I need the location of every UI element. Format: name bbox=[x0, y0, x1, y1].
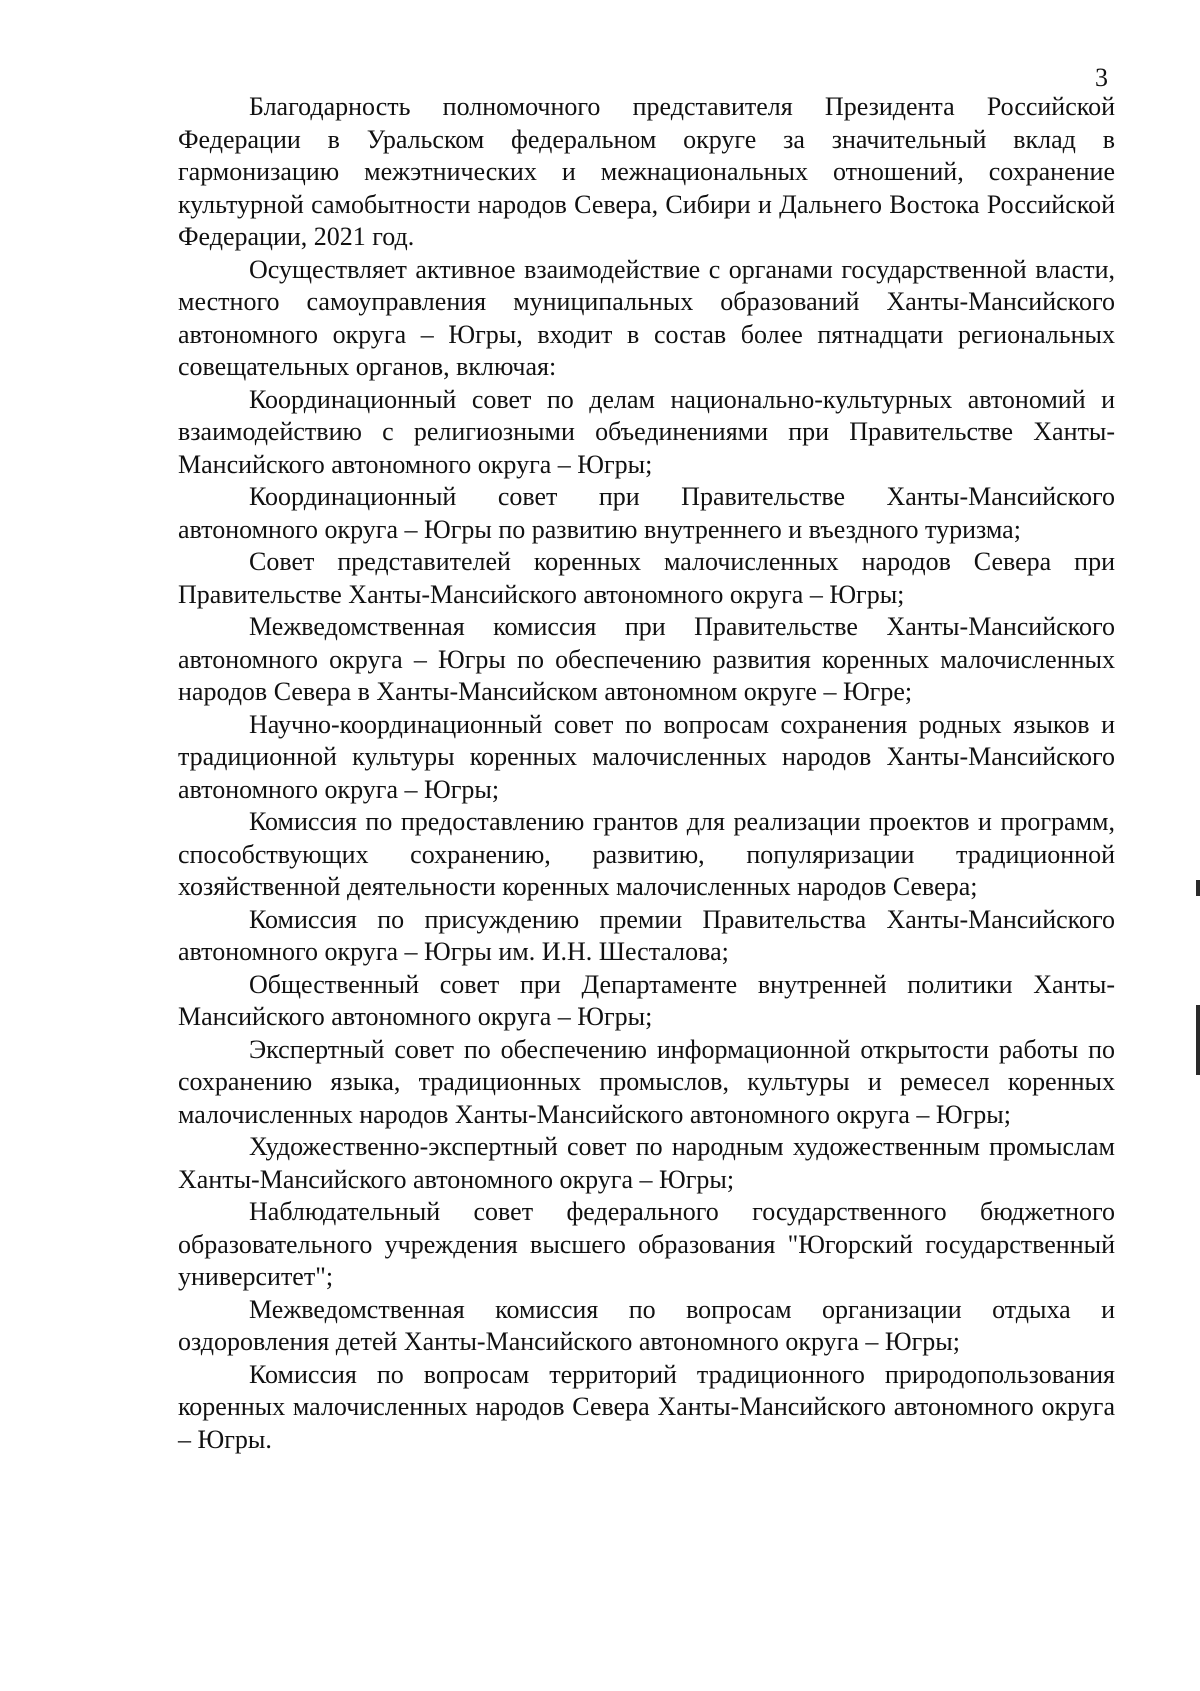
paragraph-children-recreation-commission: Межведомственная комиссия по вопросам организации отдыха и оздоровления детей Ханты-Мансийского автономного округа – Югры; bbox=[178, 1294, 1115, 1356]
paragraph-supervisory-board: Наблюдательный совет федерального государственного бюджетного образовательного учреждения высшего образования "Югорский государственный университет"; bbox=[178, 1197, 1115, 1291]
paragraph-award: Благодарность полномочного представителя Президента Российской Федерации в Уральском федеральном округе за значительный вклад в гармонизацию межэтнических и межнациональных отношений, сохранение культурной самобытности народов Севера, Сибири и Дальнего Востока Российской Федерации, 2021 год. bbox=[178, 92, 1115, 251]
paragraph-representatives-council: Совет представителей коренных малочисленных народов Севера при Правительстве Ханты-Мансийского автономного округа – Югры; bbox=[178, 547, 1115, 609]
paragraph-interdepartmental-commission-development: Межведомственная комиссия при Правительстве Ханты-Мансийского автономного округа – Югры по обеспечению развития коренных малочисленных народов Севера в Ханты-Мансийском автономном округе – Югре; bbox=[178, 612, 1115, 706]
paragraph-interaction: Осуществляет активное взаимодействие с органами государственной власти, местного самоуправления муниципальных образований Ханты-Мансийского автономного округа – Югры, входит в состав более пятнадцати региональных совещательных органов, включая: bbox=[178, 254, 1115, 381]
paragraph-territories-commission: Комиссия по вопросам территорий традиционного природопользования коренных малочисленных народов Севера Ханты-Мансийского автономного округа – Югры. bbox=[178, 1359, 1115, 1454]
paragraph-scientific-council-languages: Научно-координационный совет по вопросам сохранения родных языков и традиционной культуры коренных малочисленных народов Ханты-Мансийского автономного округа – Югры; bbox=[178, 709, 1115, 804]
page-number: 3 bbox=[1095, 63, 1108, 92]
document-body bbox=[178, 91, 1115, 1456]
paragraph-coordination-council-tourism: Координационный совет при Правительстве Ханты-Мансийского автономного округа – Югры по развитию внутреннего и въездного туризма; bbox=[178, 482, 1115, 544]
paragraph-art-expert-council: Художественно-экспертный совет по народным художественным промыслам Ханты-Мансийского автономного округа – Югры; bbox=[178, 1132, 1115, 1194]
paragraph-expert-council: Экспертный совет по обеспечению информационной открытости работы по сохранению языка, традиционных промыслов, культуры и ремесел коренных малочисленных народов Ханты-Мансийского автономного округа – Югры; bbox=[178, 1034, 1115, 1129]
scan-edge-mark bbox=[1196, 1005, 1200, 1075]
paragraph-coordination-council-autonomies: Координационный совет по делам национально-культурных автономий и взаимодействию с религиозными объединениями при Правительстве Ханты-Мансийского автономного округа – Югры; bbox=[178, 384, 1115, 479]
paragraph-public-council: Общественный совет при Департаменте внутренней политики Ханты-Мансийского автономного округа – Югры; bbox=[178, 969, 1115, 1031]
paragraph-grants-commission: Комиссия по предоставлению грантов для реализации проектов и программ, способствующих сохранению, развитию, популяризации традиционной хозяйственной деятельности коренных малочисленных народов Севера; bbox=[178, 807, 1115, 901]
scan-edge-mark bbox=[1196, 880, 1200, 896]
paragraph-award-commission: Комиссия по присуждению премии Правительства Ханты-Мансийского автономного округа – Югры им. И.Н. Шесталова; bbox=[178, 904, 1115, 966]
